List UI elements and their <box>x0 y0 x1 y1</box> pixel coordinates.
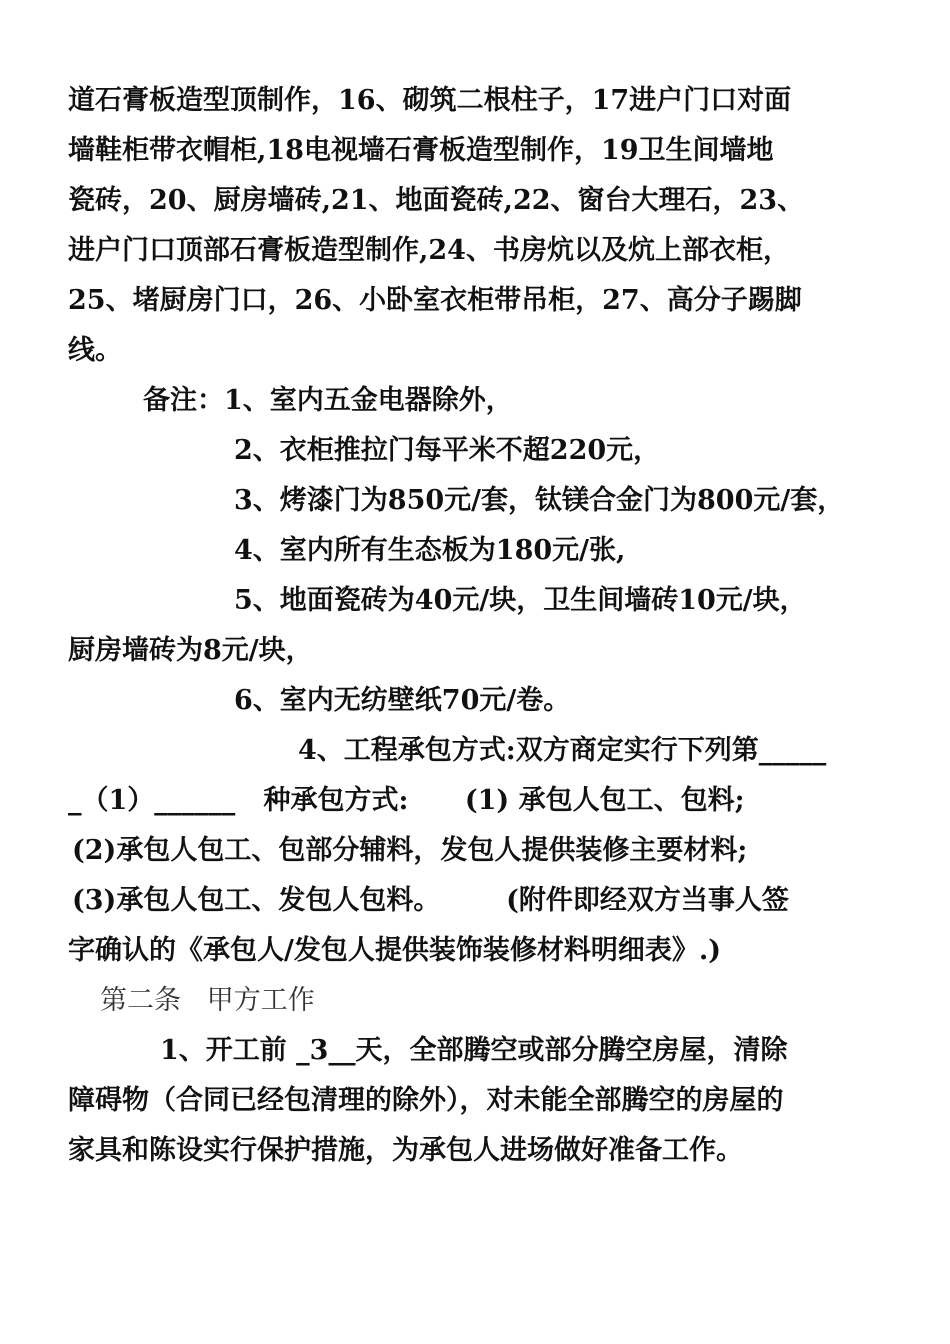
note-6: 6、室内无纺壁纸70元/卷。 <box>234 685 571 716</box>
contract-mode-line-5: 字确认的《承包人/发包人提供装饰装修材料明细表》.) <box>68 935 722 966</box>
note-5-cont: 厨房墙砖为8元/块， <box>68 635 313 666</box>
list-line-6: 线。 <box>68 335 122 366</box>
list-line-3: 瓷砖，20、厨房墙砖,21、地面瓷砖,22、窗台大理石，23、 <box>68 185 805 216</box>
contract-mode-line-1: 4、工程承包方式:双方商定实行下列第_____ <box>298 735 827 766</box>
note-3: 3、烤漆门为850元/套，钛镁合金门为800元/套， <box>234 485 845 516</box>
contract-mode-line-2: _（1）______ 种承包方式: (1) 承包人包工、包料; <box>68 785 745 816</box>
article-2-line-2: 障碍物（合同已经包清理的除外），对未能全部腾空的房屋的 <box>68 1085 784 1116</box>
article-2-line-1: 1、开工前 _3__天，全部腾空或部分腾空房屋，清除 <box>160 1035 788 1066</box>
article-2-line-3: 家具和陈设实行保护措施，为承包人进场做好准备工作。 <box>68 1135 743 1166</box>
contract-mode-line-3: (2)承包人包工、包部分辅料，发包人提供装修主要材料; <box>72 835 748 866</box>
list-line-2: 墙鞋柜带衣帽柜,18电视墙石膏板造型制作，19卫生间墙地 <box>68 135 774 166</box>
note-4: 4、室内所有生态板为180元/张, <box>234 535 626 566</box>
list-line-4: 进户门口顶部石膏板造型制作,24、书房炕以及炕上部衣柜， <box>68 235 790 266</box>
note-5: 5、地面瓷砖为40元/块，卫生间墙砖10元/块， <box>234 585 807 616</box>
article-2-heading: 第二条 甲方工作 <box>100 985 315 1016</box>
list-line-5: 25、堵厨房门口，26、小卧室衣柜带吊柜，27、高分子踢脚 <box>68 285 802 316</box>
list-line-1: 道石膏板造型顶制作，16、砌筑二根柱子，17进户门口对面 <box>68 85 792 116</box>
note-1: 备注：1、室内五金电器除外， <box>143 385 513 416</box>
contract-mode-line-4: (3)承包人包工、发包人包料。 (附件即经双方当事人签 <box>72 885 789 916</box>
note-2: 2、衣柜推拉门每平米不超220元， <box>234 435 661 466</box>
